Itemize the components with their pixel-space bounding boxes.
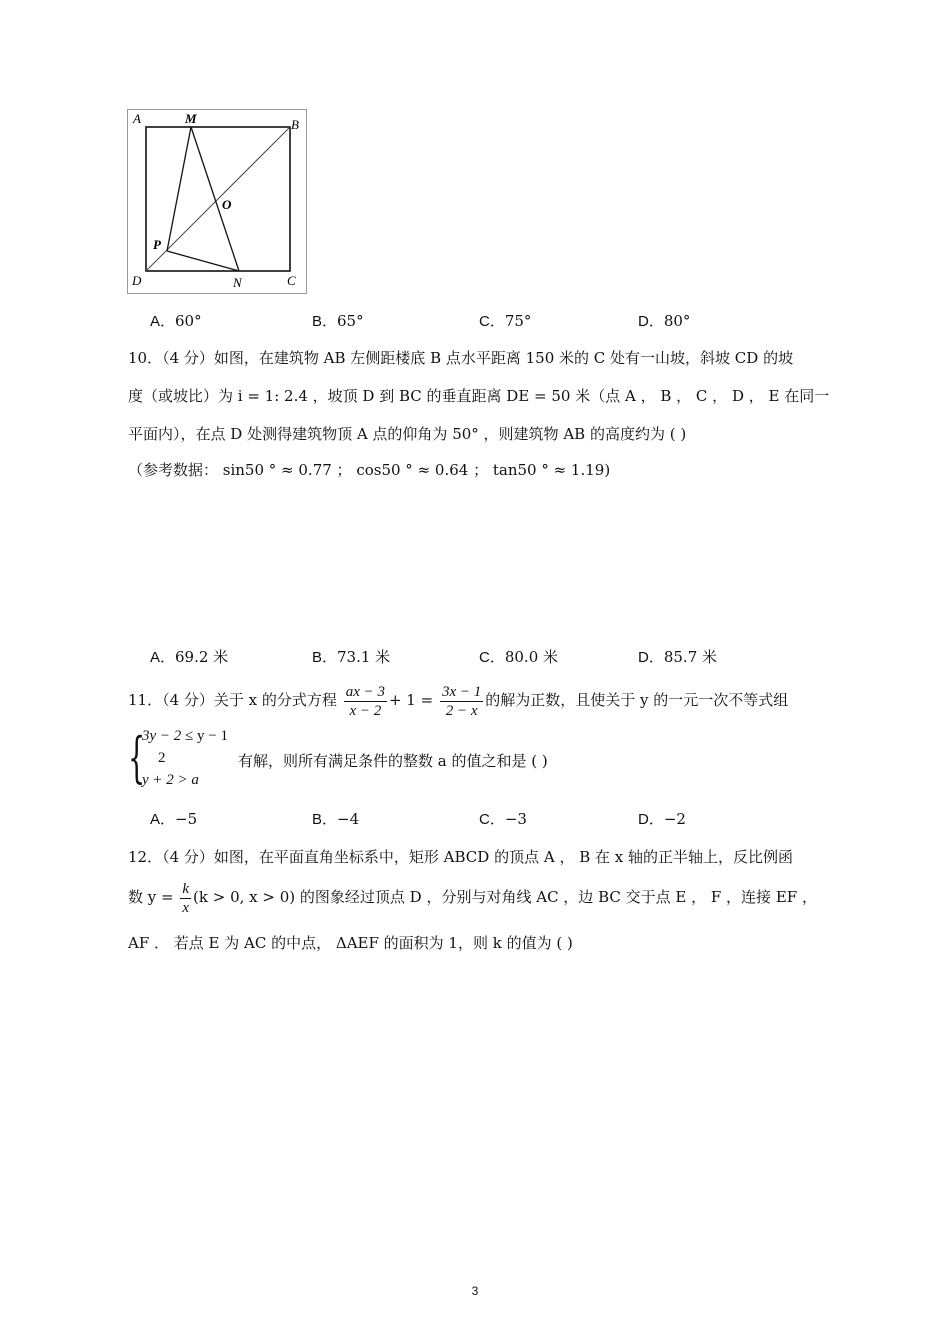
q11-option-a[interactable]: [150, 809, 197, 830]
system-row-1-denominator: 2: [158, 750, 166, 766]
q11-option-d[interactable]: [638, 809, 686, 830]
q10-option-b[interactable]: [312, 647, 390, 668]
fraction-numerator: 3x − 1: [441, 683, 482, 700]
q9-option-d[interactable]: [638, 311, 690, 332]
equation-operator: + 1 =: [388, 691, 434, 709]
option-text: 75°: [504, 312, 532, 330]
q9-option-b[interactable]: [312, 311, 364, 332]
question-number: 11．: [128, 691, 163, 709]
question-text: （4 分）关于 x 的分式方程: [162, 691, 337, 709]
option-text: 80°: [663, 312, 691, 330]
option-text: −4: [337, 810, 360, 828]
option-letter: C．: [479, 811, 505, 828]
fraction-lhs: [344, 683, 387, 720]
option-letter: B．: [312, 811, 338, 828]
q12-line1: [128, 846, 793, 868]
label-a: A: [133, 111, 141, 126]
question-text: 如图，在建筑物 AB 左侧距楼底 B 点水平距离 150 米的 C 处有一山坡，斜坡 CD 的坡: [213, 349, 794, 367]
option-text: −5: [175, 810, 198, 828]
option-text: −3: [504, 810, 527, 828]
option-letter: A．: [150, 811, 176, 828]
option-letter: A．: [150, 649, 176, 666]
system-row-2: y + 2 > a: [142, 772, 199, 788]
label-p: P: [153, 237, 161, 252]
segment-mp: [167, 127, 191, 251]
question-text: （4 分）如图，在平面直角坐标系中，矩形 ABCD 的顶点 A ， B 在 x 轴的正半轴上，反比例函: [162, 848, 794, 866]
question-points: （4 分）: [162, 349, 214, 367]
option-text: 60°: [175, 312, 202, 330]
row1-rest: ≤ y − 1: [185, 728, 228, 744]
page-number: 3: [471, 1284, 479, 1298]
option-text: −2: [663, 810, 686, 828]
option-letter: C．: [479, 649, 505, 666]
label-d: D: [132, 273, 142, 288]
fraction-rhs: [440, 683, 483, 720]
geometry-figure: [127, 109, 307, 294]
option-text: 69.2 米: [175, 648, 229, 666]
segment-pn: [167, 251, 239, 271]
q10-reference-data: （参考数据： sin50 ° ≈ 0.77 ； cos50 ° ≈ 0.64 ； tan50 ° ≈ 1.19): [128, 461, 611, 479]
option-letter: D．: [638, 811, 664, 828]
segment-mn: [191, 127, 239, 271]
label-b: B: [291, 117, 299, 132]
q12-line3: AF ． 若点 E 为 AC 的中点， ΔAEF 的面积为 1，则 k 的值为 ( ): [128, 934, 573, 952]
q10-option-a[interactable]: [150, 647, 228, 668]
q12-line2: [128, 877, 817, 917]
option-letter: A．: [150, 313, 176, 330]
option-letter: C．: [479, 313, 505, 330]
fraction-k-over-x: [180, 880, 191, 917]
question-number: 12．: [128, 848, 163, 866]
label-n: N: [233, 275, 242, 290]
system-brace: {: [128, 726, 146, 789]
option-text: 80.0 米: [504, 648, 559, 666]
label-m: M: [185, 111, 197, 126]
label-c: C: [287, 273, 296, 288]
fraction-denominator: 2 − x: [445, 702, 478, 719]
fraction-denominator: x: [182, 899, 190, 916]
q10-line1: [128, 347, 793, 369]
function-lhs: 数 y =: [128, 888, 174, 906]
option-letter: D．: [638, 313, 664, 330]
option-text: 73.1 米: [337, 648, 391, 666]
option-text: 85.7 米: [663, 648, 718, 666]
system-row-1: [142, 728, 228, 745]
q9-option-c[interactable]: [479, 311, 531, 332]
q10-option-d[interactable]: [638, 647, 717, 668]
question-text: 的解为正数，且使关于 y 的一元一次不等式组: [485, 691, 789, 709]
q10-line3: 平面内），在点 D 处测得建筑物顶 A 点的仰角为 50° ，则建筑物 AB 的高度约为 ( ): [128, 425, 687, 443]
q11-option-b[interactable]: [312, 809, 359, 830]
question-text: (k > 0, x > 0) 的图象经过顶点 D ，分别与对角线 AC ，边 BC 交于点 E ， F ，连接 EF ，: [193, 888, 817, 906]
q10-option-c[interactable]: [479, 647, 558, 668]
fraction-denominator: x − 2: [349, 702, 382, 719]
option-letter: D．: [638, 649, 664, 666]
row1-numerator: 3y − 2: [142, 728, 182, 744]
fraction-numerator: k: [182, 880, 190, 897]
q10-line2: 度（或坡比）为 i = 1: 2.4 ，坡顶 D 到 BC 的垂直距离 DE = 50 米（点 A ， B ， C ， D ， E 在同一: [128, 387, 830, 405]
q11-line1: [128, 680, 788, 720]
q11-system-tail: 有解，则所有满足条件的整数 a 的值之和是 ( ): [238, 752, 548, 770]
question-number: 10．: [128, 349, 163, 367]
option-letter: B．: [312, 649, 338, 666]
q11-option-c[interactable]: [479, 809, 527, 830]
q9-option-a[interactable]: [150, 311, 202, 332]
option-letter: B．: [312, 313, 338, 330]
label-o: O: [222, 197, 232, 212]
fraction-numerator: ax − 3: [345, 683, 385, 700]
option-text: 65°: [337, 312, 364, 330]
